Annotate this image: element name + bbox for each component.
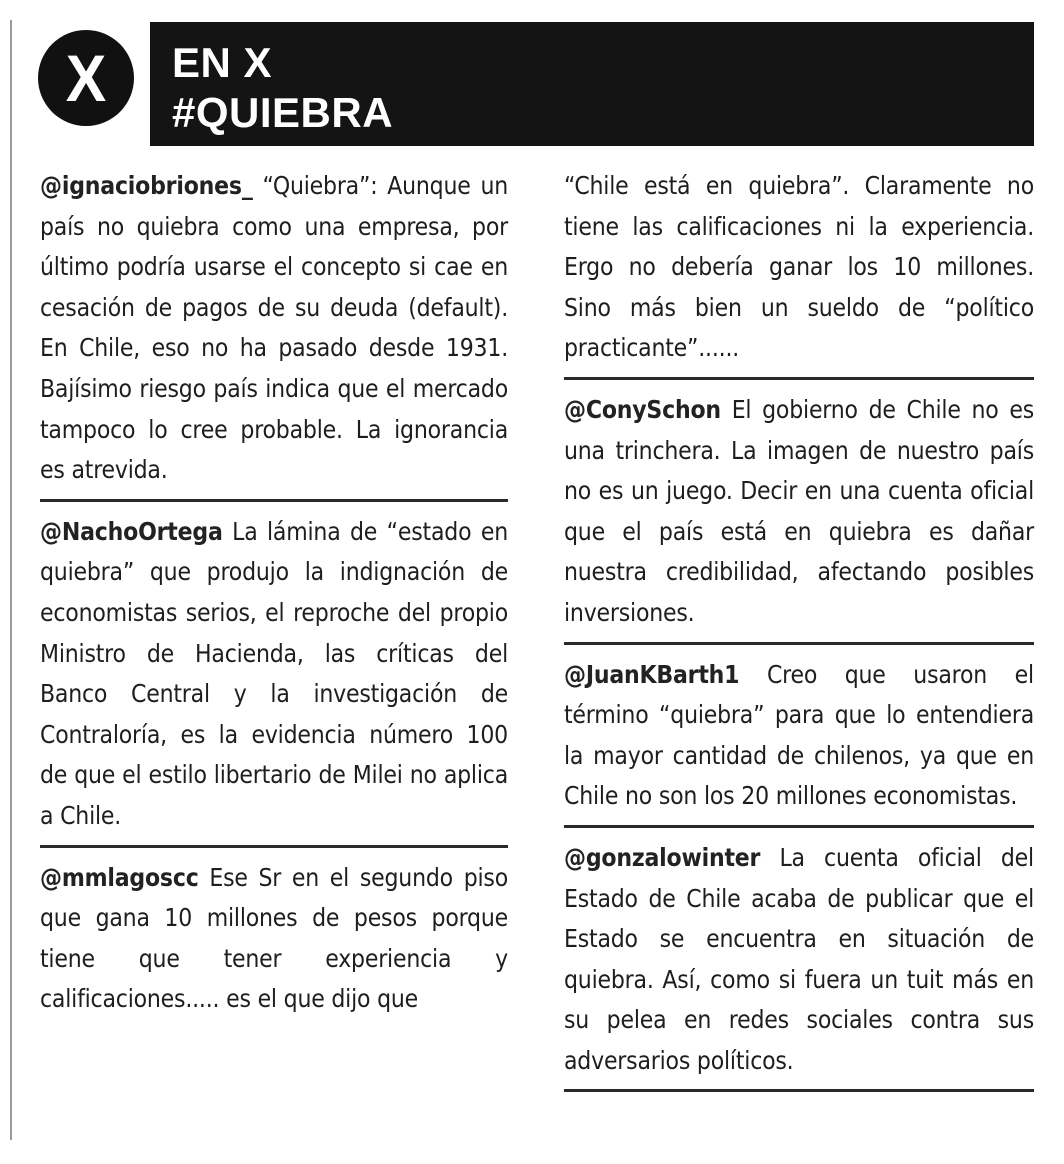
post-divider [564,377,1034,380]
section-title-hashtag: #QUIEBRA [172,89,394,136]
post-divider [564,1089,1034,1092]
post-handle: @gonzalowinter [564,842,761,872]
post-gonzalowinter [564,838,1034,1082]
right-column [564,166,1034,1102]
post-handle: @mmlagoscc [40,862,199,892]
post-mmlagoscc [40,858,508,1020]
post-handle: @ConySchon [564,394,721,424]
post-text: La cuenta oficial del Estado de Chile acaba de publicar que el Estado se encuentra en situación de quiebra. Así, como si fuera un tuit más en su pelea en redes sociales contra sus adversarios políticos. [564,842,1034,1075]
post-conyschon [564,390,1034,634]
post-juankbarth1 [564,655,1034,817]
post-divider [564,825,1034,828]
post-divider [564,642,1034,645]
page-left-rule [10,20,12,1140]
section-title-line-1: EN X [172,39,273,86]
post-text: “Quiebra”: Aunque un país no quiebra como una empresa, por último podría usarse el concepto si cae en cesación de pagos de su deuda (default). En Chile, eso no ha pasado desde 1931. Bajísimo riesgo país indica que el mercado tampoco lo cree probable. La ignorancia es atrevida. [40,171,508,485]
left-column [40,166,508,1020]
post-divider [40,499,508,502]
post-text: “Chile está en quiebra”. Claramente no tiene las calificaciones ni la experiencia. Ergo no debería ganar los 10 millones. Sino más bien un sueldo de “político practicante”...... [564,171,1034,363]
x-logo-letter: X [65,41,107,115]
post-handle: @NachoOrtega [40,516,223,546]
post-text: El gobierno de Chile no es una trinchera. La imagen de nuestro país no es un juego. Decir en una cuenta oficial que el país está en quiebra es dañar nuestra credibilidad, afectando posibles inversiones. [564,394,1034,627]
post-divider [40,845,508,848]
post-nachoortega [40,512,508,837]
post-text: Creo que usaron el término “quiebra” para que lo entendiera la mayor cantidad de chilenos, ya que en Chile no son los 20 millones economistas. [564,659,1034,811]
post-handle: @ignaciobriones_ [40,171,253,200]
post-text: Ese Sr en el segundo piso que gana 10 millones de pesos porque tiene que tener experiencia y calificaciones..... es el que dijo que [40,862,508,1014]
post-text: La lámina de “estado en quiebra” que produjo la indignación de economistas serios, el reproche del propio Ministro de Hacienda, las críticas del Banco Central y la investigación de Contraloría, es la evidencia número 100 de que el estilo libertario de Milei no aplica a Chile. [40,516,508,830]
post-ignaciobriones [40,166,508,491]
x-logo-icon [38,30,134,126]
post-handle: @JuanKBarth1 [564,659,740,689]
post-mmlagoscc-continued [564,166,1034,369]
